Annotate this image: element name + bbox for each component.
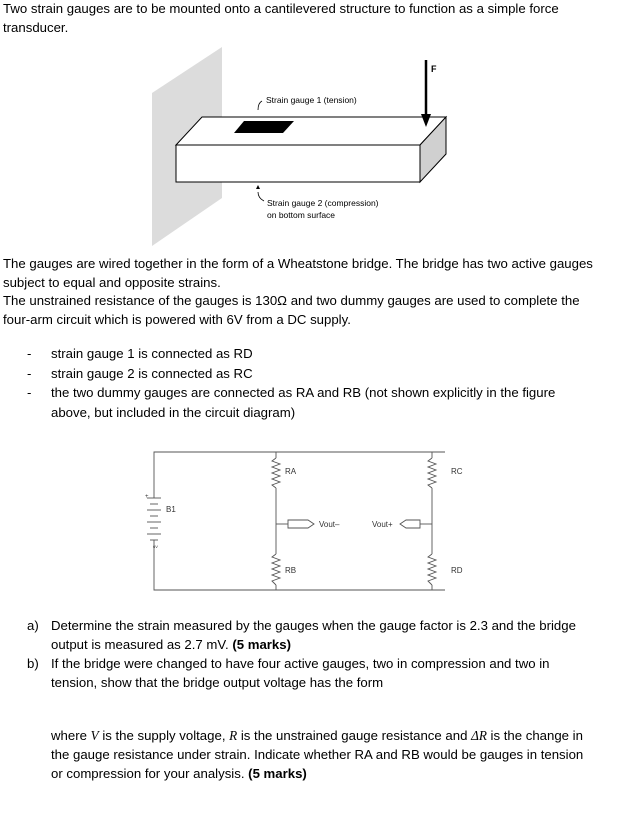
tail-text: is the change in bbox=[486, 728, 583, 743]
beam-top-face bbox=[176, 117, 446, 145]
question-a-text bbox=[51, 616, 576, 654]
tail-line-1 bbox=[51, 726, 611, 745]
cantilever-figure bbox=[0, 0, 642, 260]
rc-label: RC bbox=[451, 467, 463, 476]
question-b-line-2: tension, show that the bridge output voltage has the form bbox=[51, 675, 384, 690]
intro-line-1: Two strain gauges are to be mounted onto a cantilevered structure to function as a simple force bbox=[3, 1, 559, 16]
battery-label: B1 bbox=[166, 505, 176, 514]
port-vout-plus bbox=[400, 520, 420, 528]
wheatstone-bridge-circuit bbox=[0, 440, 642, 600]
bullet-dash: - bbox=[27, 385, 32, 400]
definitions-paragraph bbox=[51, 726, 611, 783]
para2-line-3: The unstrained resistance of the gauges is 130Ω and two dummy gauges are used to complete the bbox=[3, 293, 580, 308]
tail-line-3 bbox=[51, 764, 611, 783]
question-a-label: a) bbox=[27, 618, 39, 633]
gauge2-label-line-2: on bottom surface bbox=[267, 210, 336, 220]
resistor-rb bbox=[272, 554, 280, 585]
list-item-text: strain gauge 2 is connected as RC bbox=[51, 365, 253, 381]
bullet-dash: - bbox=[27, 365, 32, 381]
list-item-text: the two dummy gauges are connected as RA and RB (not shown explicitly in the figure bbox=[51, 385, 556, 400]
symbol-delta-r: ΔR bbox=[471, 728, 487, 743]
rb-label: RB bbox=[285, 566, 297, 575]
symbol-r: R bbox=[229, 728, 238, 743]
wire-bottom bbox=[154, 547, 445, 590]
gauge2-label-line-1: Strain gauge 2 (compression) bbox=[267, 198, 379, 208]
battery-plus-label: + bbox=[145, 494, 149, 500]
symbol-v: V bbox=[90, 728, 99, 743]
rd-label: RD bbox=[451, 566, 463, 575]
tail-text: is the supply voltage, bbox=[98, 728, 230, 743]
bullet-dash: - bbox=[27, 346, 32, 361]
tail-text: is the unstrained gauge resistance and bbox=[237, 728, 472, 743]
list-item-text: strain gauge 1 is connected as RD bbox=[51, 346, 253, 361]
port-vout-minus bbox=[288, 520, 314, 528]
question-a-line-2: output is measured as 2.7 mV. bbox=[51, 637, 229, 652]
para2-line-4: four-arm circuit which is powered with 6V from a DC supply. bbox=[3, 311, 351, 327]
question-b-label: b) bbox=[27, 656, 39, 671]
question-b-marks: (5 marks) bbox=[248, 766, 307, 781]
question-b-text bbox=[51, 654, 550, 692]
list-item bbox=[27, 383, 627, 422]
ra-label: RA bbox=[285, 467, 297, 476]
question-a bbox=[27, 616, 627, 654]
gauge2-leader bbox=[258, 192, 264, 201]
list-item-text-wrap bbox=[51, 383, 555, 422]
wire-top bbox=[154, 452, 445, 494]
gauge2-leader-tip bbox=[256, 185, 260, 189]
force-label: F bbox=[431, 64, 437, 74]
vout-plus-label: Vout+ bbox=[372, 520, 393, 529]
tail-text: or compression for your analysis. bbox=[51, 766, 245, 781]
vout-minus-label: Vout– bbox=[319, 520, 340, 529]
para2-line-1: The gauges are wired together in the form of a Wheatstone bridge. The bridge has two active gauges bbox=[3, 256, 593, 271]
questions-list bbox=[27, 616, 627, 692]
list-item bbox=[27, 344, 627, 364]
resistor-ra bbox=[272, 458, 280, 488]
resistor-rc bbox=[428, 458, 436, 488]
question-a-line-1: Determine the strain measured by the gauges when the gauge factor is 2.3 and the bridge bbox=[51, 618, 576, 633]
bridge-description bbox=[3, 255, 633, 329]
gauge-connection-list bbox=[27, 344, 627, 422]
gauge1-label: Strain gauge 1 (tension) bbox=[266, 95, 357, 105]
intro-line-2: transducer. bbox=[3, 19, 69, 35]
gauge1-leader bbox=[258, 101, 262, 110]
tail-text: where bbox=[51, 728, 91, 743]
battery-value-label: 6V bbox=[153, 544, 158, 549]
question-b bbox=[27, 654, 627, 692]
para2-line-2: subject to equal and opposite strains. bbox=[3, 274, 221, 290]
resistor-rd bbox=[428, 554, 436, 585]
list-item bbox=[27, 364, 627, 384]
beam-front-face bbox=[176, 145, 420, 182]
tail-line-2: the gauge resistance under strain. Indicate whether RA and RB would be gauges in tension bbox=[51, 747, 584, 762]
question-b-line-1: If the bridge were changed to have four active gauges, two in compression and two in bbox=[51, 656, 550, 671]
question-a-marks: (5 marks) bbox=[232, 637, 291, 652]
list-item-text-cont: above, but included in the circuit diagram) bbox=[51, 404, 296, 420]
